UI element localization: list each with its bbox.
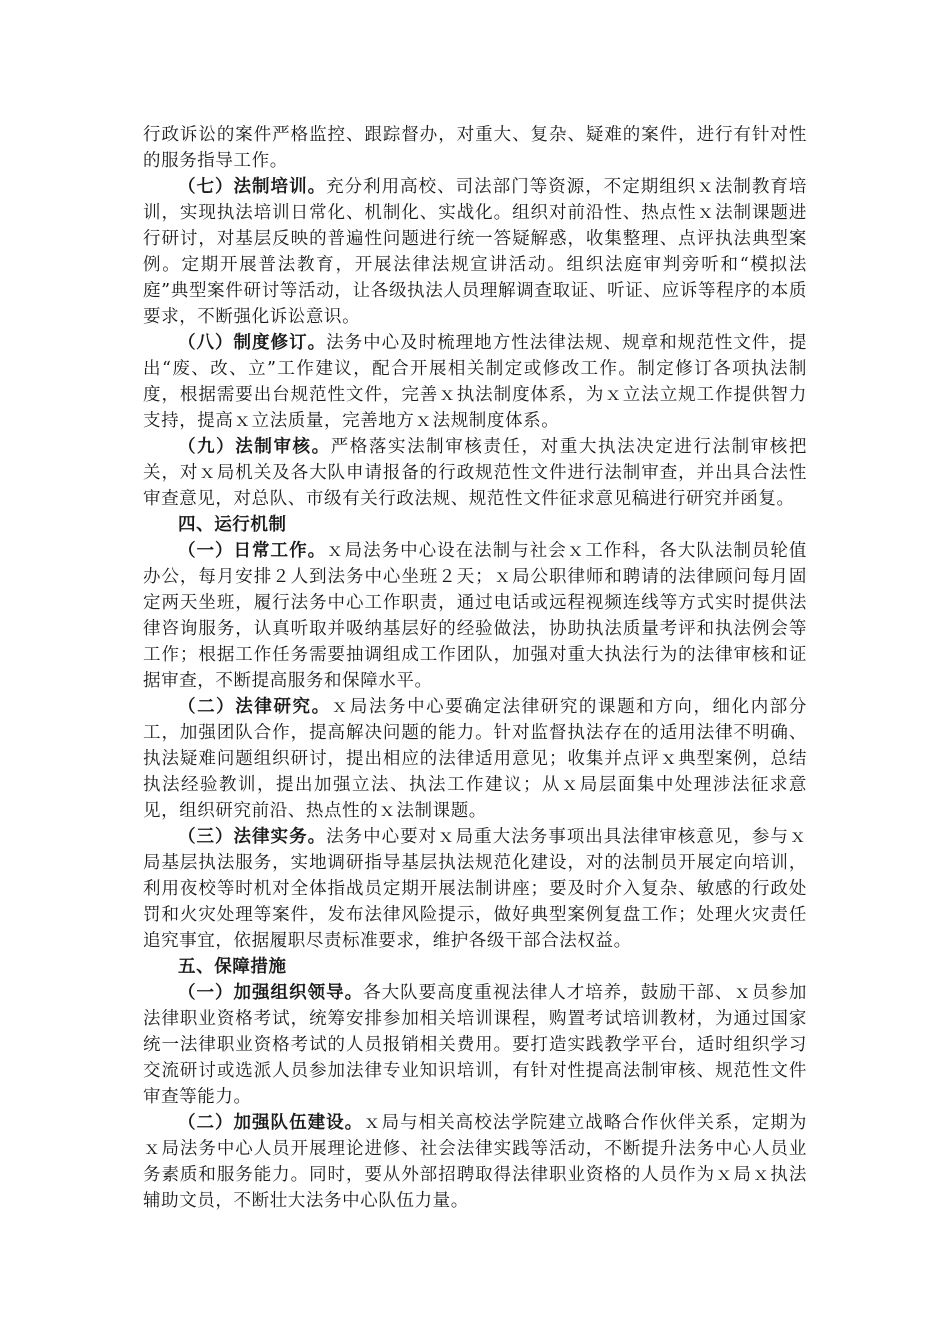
paragraph-text: ｘ局与相关高校法学院建立战略合作伙伴关系，定期为ｘ局法务中心人员开展理论进修、社会法律实践等活动，不断提升法务中心人员业务素质和服务能力。同时，要从外部招聘取得法律职业资格的人员作为ｘ局ｘ执法辅助文员，不断壮大法务中心队伍力量。 bbox=[143, 1113, 807, 1211]
paragraph-text: 法务中心及时梳理地方性法律法规、规章和规范性文件，提出“废、改、立”工作建议，配合开展相关制定或修改工作。制定修订各项执法制度，根据需要出台规范性文件，完善ｘ执法制度体系，为ｘ立法立规工作提供智力支持，提高ｘ立法质量，完善地方ｘ法规制度体系。 bbox=[143, 333, 807, 431]
document-body bbox=[143, 122, 807, 1214]
paragraph-text: 严格落实法制审核责任，对重大执法决定进行法制审核把关，对ｘ局机关及各大队申请报备的行政规范性文件进行法制审查，并出具合法性审查意见，对总队、市级有关行政法规、规范性文件征求意见稿进行研究并函复。 bbox=[143, 437, 807, 509]
paragraph-legal-review bbox=[143, 434, 807, 512]
paragraph-team-building bbox=[143, 1110, 807, 1214]
paragraph-continuation bbox=[143, 122, 807, 174]
paragraph-lead: （八）制度修订。 bbox=[178, 333, 327, 353]
paragraph-legal-training bbox=[143, 174, 807, 330]
paragraph-daily-work bbox=[143, 538, 807, 694]
paragraph-lead: （一）日常工作。 bbox=[178, 541, 327, 561]
paragraph-text: ｘ局法务中心要确定法律研究的课题和方向，细化内部分工，加强团队合作，提高解决问题的能力。针对监督执法存在的适用法律不明确、执法疑难问题组织研讨，提出相应的法律适用意见；收集并点评ｘ典型案例，总结执法经验教训，提出加强立法、执法工作建议；从ｘ局层面集中处理涉法征求意见，组织研究前沿、热点性的ｘ法制课题。 bbox=[143, 697, 807, 821]
section-heading-safeguards bbox=[143, 954, 807, 980]
paragraph-text: 各大队要高度重视法律人才培养，鼓励干部、ｘ员参加法律职业资格考试，统筹安排参加相关培训课程，购置考试培训教材，为通过国家统一法律职业资格考试的人员报销相关费用。要打造实践教学平台，适时组织学习交流研讨或选派人员参加法律专业知识培训，有针对性提高法制审核、规范性文件审查等能力。 bbox=[143, 983, 807, 1107]
paragraph-text: 行政诉讼的案件严格监控、跟踪督办，对重大、复杂、疑难的案件，进行有针对性的服务指导工作。 bbox=[143, 125, 807, 171]
section-heading-operation bbox=[143, 512, 807, 538]
paragraph-lead: （九）法制审核。 bbox=[178, 437, 331, 457]
section-heading-text: 五、保障措施 bbox=[178, 957, 287, 977]
paragraph-lead: （二）法律研究。 bbox=[178, 697, 331, 717]
paragraph-legal-practice bbox=[143, 824, 807, 954]
paragraph-lead: （三）法律实务。 bbox=[178, 827, 327, 847]
paragraph-text: 法务中心要对ｘ局重大法务事项出具法律审核意见，参与ｘ局基层执法服务，实地调研指导基层执法规范化建设，对的法制员开展定向培训，利用夜校等时机对全体指战员定期开展法制讲座；要及时介入复杂、敏感的行政处罚和火灾处理等案件，发布法律风险提示，做好典型案例复盘工作；处理火灾责任追究事宜，依据履职尽责标准要求，维护各级干部合法权益。 bbox=[143, 827, 807, 951]
paragraph-lead: （七）法制培训。 bbox=[178, 177, 327, 197]
paragraph-lead: （二）加强队伍建设。 bbox=[178, 1113, 364, 1133]
paragraph-system-revision bbox=[143, 330, 807, 434]
paragraph-organization-leadership bbox=[143, 980, 807, 1110]
paragraph-legal-research bbox=[143, 694, 807, 824]
paragraph-lead: （一）加强组织领导。 bbox=[178, 983, 364, 1003]
paragraph-text: ｘ局法务中心设在法制与社会ｘ工作科，各大队法制员轮值办公，每月安排２人到法务中心坐班２天；ｘ局公职律师和聘请的法律顾问每月固定两天坐班，履行法务中心工作职责，通过电话或远程视频连线等方式实时提供法律咨询服务，认真听取并吸纳基层好的经验做法，协助执法质量考评和执法例会等工作；根据工作任务需要抽调组成工作团队，加强对重大执法行为的法律审核和证据审查，不断提高服务和保障水平。 bbox=[143, 541, 807, 691]
section-heading-text: 四、运行机制 bbox=[178, 515, 287, 535]
paragraph-text: 充分利用高校、司法部门等资源，不定期组织ｘ法制教育培训，实现执法培训日常化、机制化、实战化。组织对前沿性、热点性ｘ法制课题进行研讨，对基层反映的普遍性问题进行统一答疑解惑，收集整理、点评执法典型案例。定期开展普法教育，开展法律法规宣讲活动。组织法庭审判旁听和“模拟法庭”典型案件研讨等活动，让各级执法人员理解调查取证、听证、应诉等程序的本质要求，不断强化诉讼意识。 bbox=[143, 177, 807, 327]
